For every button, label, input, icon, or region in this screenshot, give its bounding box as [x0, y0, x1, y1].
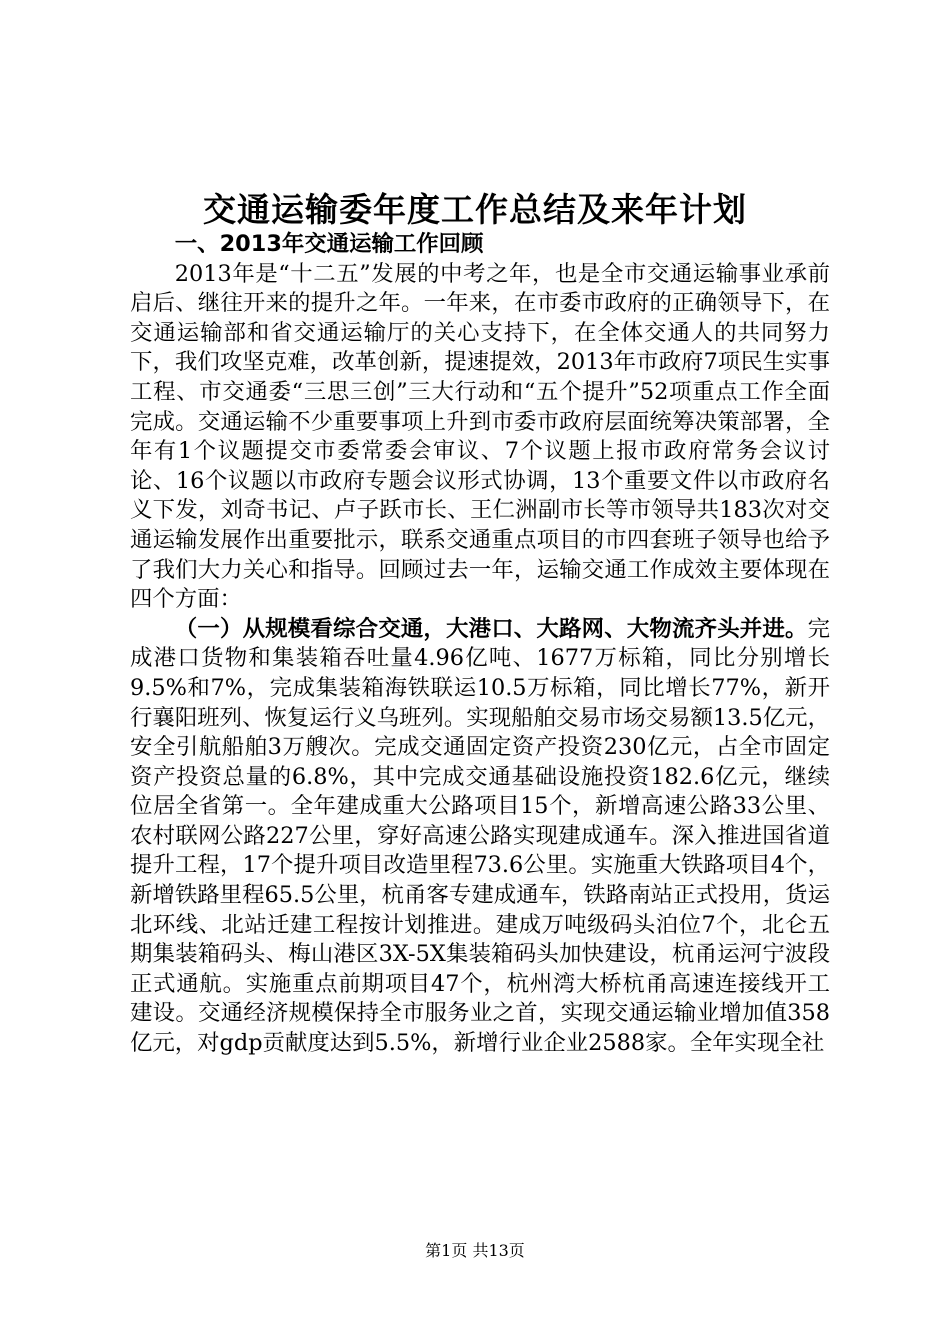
document-title: 交通运输委年度工作总结及来年计划 — [203, 190, 747, 229]
paragraph-lead: （一）从规模看综合交通，大港口、大路网、大物流齐头并进。 — [174, 615, 808, 642]
document-body — [130, 230, 830, 1059]
paragraph-scale — [130, 615, 830, 1059]
section-heading: 一、2013年交通运输工作回顾 — [174, 231, 484, 257]
page-footer: 第1页 共13页 — [425, 1241, 525, 1260]
paragraph-body: 完成港口货物和集装箱吞吐量4.96亿吨、1677万标箱，同比分别增长9.5%和7%，完成集装箱海铁联运10.5万标箱，同比增长77%，新开行襄阳班列、恢复运行义乌班列。实现船舶交易市场交易额13.5亿元，安全引航船舶3万艘次。完成交通固定资产投资230亿元，占全市固定资产投资总量的6.8%，其中完成交通基础设施投资182.6亿元，继续位居全省第一。全年建成重大公路项目15个，新增高速公路33公里、农村联网公路227公里，穿好高速公路实现建成通车。深入推进国省道提升工程，17个提升项目改造里程73.6公里。实施重大铁路项目4个，新增铁路里程65.5公里，杭甬客专建成通车，铁路南站正式投用，货运北环线、北站迁建工程按计划推进。建成万吨级码头泊位7个，北仑五期集装箱码头、梅山港区3X-5X集装箱码头加快建设，杭甬运河宁波段正式通航。实施重点前期项目47个，杭州湾大桥杭甬高速连接线开工建设。交通经济规模保持全市服务业之首，实现交通运输业增加值358亿元，对gdp贡献度达到5.5%，新增行业企业2588家。全年实现全社 — [130, 615, 830, 1057]
paragraph-intro: 2013年是“十二五”发展的中考之年，也是全市交通运输事业承前启后、继往开来的提升之年。一年来，在市委市政府的正确领导下，在交通运输部和省交通运输厅的关心支持下，在全体交通人的共同努力下，我们攻坚克难，改革创新，提速提效，2013年市政府7项民生实事工程、市交通委“三思三创”三大行动和“五个提升”52项重点工作全面完成。交通运输不少重要事项上升到市委市政府层面统筹决策部署，全年有1个议题提交市委常委会审议、7个议题上报市政府常务会议讨论、16个议题以市政府专题会议形式协调，13个重要文件以市政府名义下发，刘奇书记、卢子跃市长、王仁洲副市长等市领导共183次对交通运输发展作出重要批示，联系交通重点项目的市四套班子领导也给予了我们大力关心和指导。回顾过去一年，运输交通工作成效主要体现在四个方面： — [130, 260, 830, 613]
